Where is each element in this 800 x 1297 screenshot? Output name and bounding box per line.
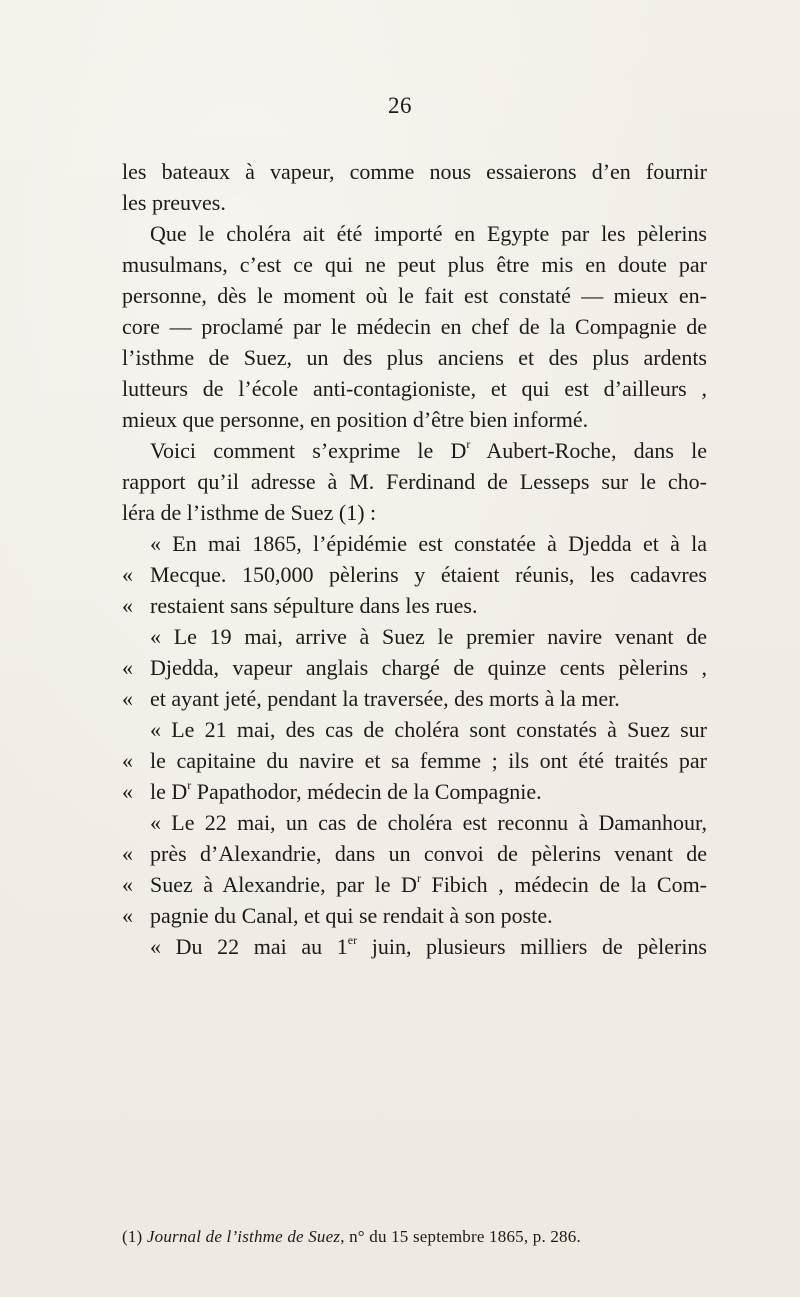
line-text: Que le choléra ait été importé en Egypte par les pèlerins (150, 221, 707, 246)
text-line (122, 249, 707, 280)
text-line (122, 156, 707, 187)
footnote (122, 1227, 722, 1247)
text-line (122, 683, 707, 714)
line-text: léra de l’isthme de Suez (1) : (122, 500, 377, 525)
text-line (122, 807, 707, 838)
quote-mark: « (122, 903, 133, 928)
line-text: mieux que personne, en position d’être bien informé. (122, 407, 589, 432)
line-text: lutteurs de l’école anti-contagioniste, et qui est d’ailleurs , (122, 376, 707, 401)
line-text: Suez à Alexandrie, par le D (150, 872, 417, 897)
superscript: r (187, 777, 192, 792)
text-line (122, 621, 707, 652)
footnote-journal: Journal de l’isthme de Suez (146, 1227, 341, 1246)
text-line (122, 776, 707, 807)
line-text: core — proclamé par le médecin en chef de la Compagnie de (122, 314, 707, 339)
text-line (122, 745, 707, 776)
line-text: Voici comment s’exprime le D (150, 438, 467, 463)
line-text: restaient sans sépulture dans les rues. (150, 593, 478, 618)
line-text: musulmans, c’est ce qui ne peut plus être mis en doute par (122, 252, 707, 277)
line-text: « En mai 1865, l’épidémie est constatée à Djedda et à la (150, 531, 707, 556)
quote-mark: « (122, 841, 133, 866)
text-line (122, 931, 707, 962)
quote-mark: « (122, 562, 133, 587)
footnote-number: (1) (122, 1227, 143, 1246)
text-line (122, 466, 707, 497)
line-text: « Du 22 mai au 1 (150, 934, 348, 959)
quote-mark: « (122, 748, 133, 773)
line-text: « Le 21 mai, des cas de choléra sont constatés à Suez sur (150, 717, 707, 742)
quote-mark: « (122, 655, 133, 680)
line-text-continued: juin, plusieurs milliers de pèlerins (357, 934, 707, 959)
line-text: les bateaux à vapeur, comme nous essaierons d’en fournir (122, 159, 707, 184)
text-line (122, 497, 707, 528)
text-line (122, 590, 707, 621)
line-text: pagnie du Canal, et qui se rendait à son poste. (150, 903, 553, 928)
text-line (122, 714, 707, 745)
text-line (122, 900, 707, 931)
text-line (122, 311, 707, 342)
quote-mark: « (122, 779, 133, 804)
superscript: r (466, 436, 471, 451)
line-text: « Le 22 mai, un cas de choléra est reconnu à Damanhour, (150, 810, 707, 835)
quote-mark: « (122, 686, 133, 711)
text-line (122, 342, 707, 373)
text-line (122, 528, 707, 559)
page-number: 26 (388, 93, 412, 118)
quote-mark: « (122, 872, 133, 897)
line-text: le capitaine du navire et sa femme ; ils ont été traités par (150, 748, 707, 773)
quote-mark: « (122, 593, 133, 618)
line-text-continued: Fibich , médecin de la Com- (420, 872, 708, 897)
text-line (122, 869, 707, 900)
text-line (122, 435, 707, 466)
line-text: rapport qu’il adresse à M. Ferdinand de Lesseps sur le cho- (122, 469, 707, 494)
superscript: er (347, 932, 358, 947)
text-line (122, 559, 707, 590)
text-line (122, 404, 707, 435)
line-text: près d’Alexandrie, dans un convoi de pèlerins venant de (150, 841, 707, 866)
footnote-rest: , n° du 15 septembre 1865, p. 286. (340, 1227, 581, 1246)
line-text: personne, dès le moment où le fait est constaté — mieux en- (122, 283, 707, 308)
text-line (122, 373, 707, 404)
text-line (122, 652, 707, 683)
line-text: le D (150, 779, 188, 804)
text-line (122, 218, 707, 249)
line-text: les preuves. (122, 190, 226, 215)
superscript: r (416, 870, 421, 885)
text-line (122, 280, 707, 311)
text-line (122, 838, 707, 869)
line-text: et ayant jeté, pendant la traversée, des morts à la mer. (150, 686, 620, 711)
line-text-continued: Aubert-Roche, dans le (470, 438, 708, 463)
line-text-continued: Papathodor, médecin de la Compagnie. (191, 779, 542, 804)
body-text (122, 156, 707, 962)
line-text: l’isthme de Suez, un des plus anciens et des plus ardents (122, 345, 707, 370)
line-text: « Le 19 mai, arrive à Suez le premier navire venant de (150, 624, 707, 649)
line-text: Mecque. 150,000 pèlerins y étaient réunis, les cadavres (150, 562, 707, 587)
text-line (122, 187, 707, 218)
line-text: Djedda, vapeur anglais chargé de quinze cents pèlerins , (150, 655, 707, 680)
